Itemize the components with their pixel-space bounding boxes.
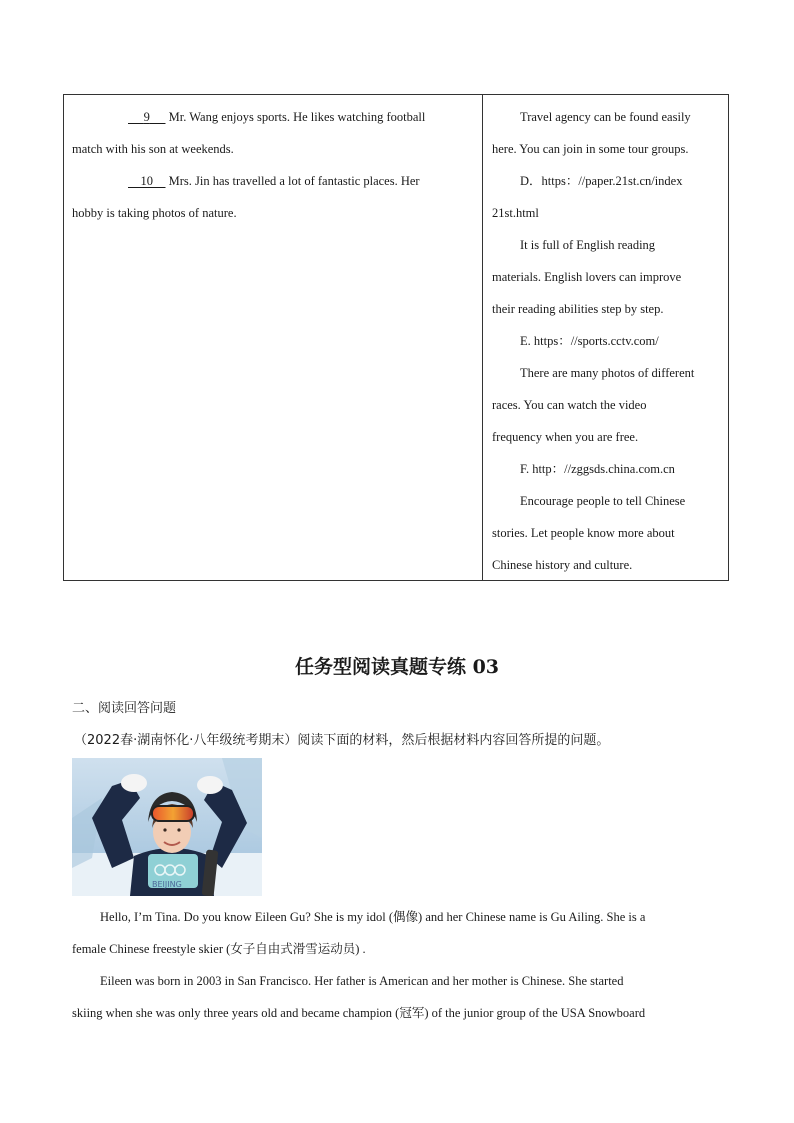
option-d-url: D．https：//paper.21st.cn/index: [520, 174, 683, 188]
question-9-continued: match with his son at weekends.: [72, 142, 234, 156]
table-left-cell: [72, 101, 467, 229]
table-column-divider: [482, 95, 483, 580]
answer-blank-10[interactable]: 10: [140, 174, 153, 188]
matching-table: [63, 94, 729, 581]
photo-bib-text: BEIJING: [152, 880, 182, 889]
page-title: 任务型阅读真题专练 03: [294, 656, 500, 678]
option-d-url-continued: 21st.html: [492, 206, 539, 220]
option-text: races. You can watch the video: [492, 398, 647, 412]
skier-photo: [72, 758, 262, 896]
question-10-continued: hobby is taking photos of nature.: [72, 206, 237, 220]
option-text: here. You can join in some tour groups.: [492, 142, 689, 156]
option-text: Encourage people to tell Chinese: [520, 494, 686, 508]
question-10: 10 Mrs. Jin has travelled a lot of fantastic places. Her: [72, 165, 467, 197]
source-line: （2022春·湖南怀化·八年级统考期末）阅读下面的材料，然后根据材料内容回答所提的问题。: [74, 733, 610, 748]
option-text: stories. Let people know more about: [492, 526, 675, 540]
answer-blank-9[interactable]: 9: [143, 110, 150, 124]
section-heading: 二、阅读回答问题: [72, 701, 177, 716]
option-text: Chinese history and culture.: [492, 558, 633, 572]
option-text: frequency when you are free.: [492, 430, 639, 444]
option-e-url: E. https：//sports.cctv.com/: [520, 334, 659, 348]
option-text: their reading abilities step by step.: [492, 302, 664, 316]
paragraph-line: female Chinese freestyle skier (女子自由式滑雪运动员) .: [72, 942, 366, 956]
paragraph-line: Hello, I’m Tina. Do you know Eileen Gu? She is my idol (偶像) and her Chinese name is Gu Ailing. She is a: [100, 910, 646, 924]
paragraph-line: skiing when she was only three years old and became champion (冠军) of the junior group of the USA Snowboard: [72, 1006, 646, 1020]
paragraph-1: [72, 901, 718, 965]
option-f-url: F. http：//zggsds.china.com.cn: [520, 462, 675, 476]
skier-photo-illustration: [72, 758, 262, 896]
question-9: 9 Mr. Wang enjoys sports. He likes watching football: [72, 101, 467, 133]
paragraph-2: [72, 965, 718, 1029]
option-text: It is full of English reading: [520, 238, 656, 252]
paragraph-line: Eileen was born in 2003 in San Francisco. Her father is American and her mother is Chinese. She started: [100, 974, 624, 988]
option-text: Travel agency can be found easily: [520, 110, 691, 124]
option-text: There are many photos of different: [520, 366, 695, 380]
table-right-cell: [492, 101, 720, 581]
option-text: materials. English lovers can improve: [492, 270, 682, 284]
